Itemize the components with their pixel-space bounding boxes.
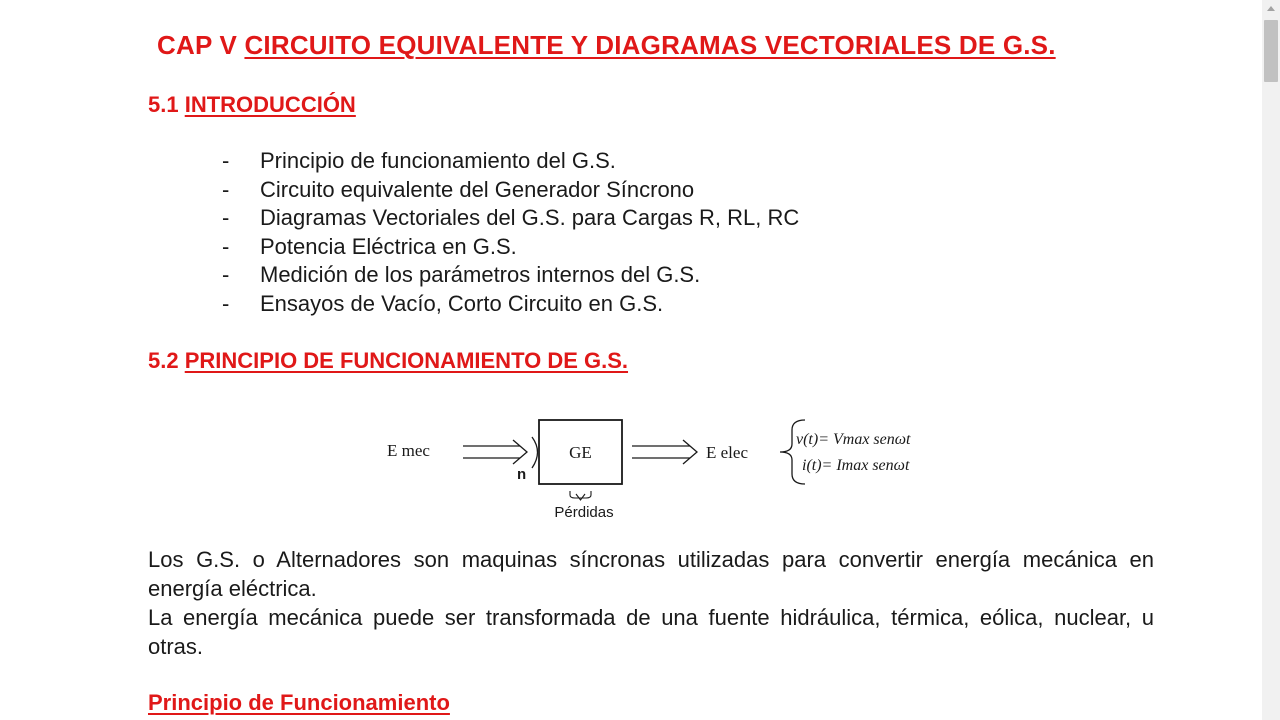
section-number: 5.1 — [148, 92, 179, 117]
chapter-title — [157, 30, 1056, 61]
subsection-title: Principio de Funcionamiento — [148, 690, 450, 715]
list-dash: - — [222, 262, 230, 288]
list-item-text: Medición de los parámetros internos del G.S. — [260, 262, 701, 288]
losses-arrow-icon — [570, 491, 591, 500]
chapter-title-text: CIRCUITO EQUIVALENTE Y DIAGRAMAS VECTORIALES DE G.S. — [244, 30, 1056, 60]
scrollbar-thumb[interactable] — [1264, 20, 1278, 82]
paragraph: Los G.S. o Alternadores son maquinas síncronas utilizadas para convertir energía mecánica en energía eléctrica. — [148, 547, 1154, 601]
list-item-text: Circuito equivalente del Generador Síncrono — [260, 176, 695, 202]
list-item-text: Diagramas Vectoriales del G.S. para Cargas R, RL, RC — [260, 205, 800, 231]
section-number: 5.2 — [148, 348, 179, 373]
list-dash: - — [222, 290, 230, 316]
list-dash: - — [222, 176, 230, 202]
section-title: INTRODUCCIÓN — [184, 92, 356, 117]
current-equation: i(t)= Imax senωt — [802, 457, 910, 474]
paragraph: La energía mecánica puede ser transformada de una fuente hidráulica, térmica, eólica, nuclear, u otras. — [148, 605, 1154, 659]
list-item-text: Potencia Eléctrica en G.S. — [260, 233, 517, 259]
mechanical-energy-label: E mec — [387, 441, 430, 460]
generator-diagram — [380, 410, 980, 526]
generator-block-label: GE — [569, 443, 592, 462]
chapter-number: CAP V — [157, 30, 237, 60]
list-item-text: Principio de funcionamiento del G.S. — [260, 148, 616, 173]
subsection-heading — [148, 690, 450, 716]
list-dash: - — [222, 233, 230, 259]
rotation-arc-icon — [532, 437, 538, 468]
section-title: PRINCIPIO DE FUNCIONAMIENTO DE G.S. — [184, 348, 629, 373]
output-double-arrow — [632, 440, 697, 464]
list-dash: - — [222, 205, 230, 231]
electrical-energy-label: E elec — [706, 443, 748, 462]
input-double-arrow — [463, 440, 527, 464]
section-heading-5-1 — [148, 92, 356, 118]
brace-icon — [780, 420, 805, 484]
voltage-equation: v(t)= Vmax senωt — [796, 431, 911, 448]
losses-label: Pérdidas — [554, 504, 614, 521]
list-item-text: Ensayos de Vacío, Corto Circuito en G.S. — [260, 290, 664, 316]
speed-label: n — [517, 466, 527, 483]
scroll-up-arrow-icon[interactable] — [1262, 0, 1280, 17]
list-dash: - — [222, 148, 230, 173]
section-heading-5-2 — [148, 348, 628, 374]
vertical-scrollbar[interactable] — [1262, 0, 1280, 720]
